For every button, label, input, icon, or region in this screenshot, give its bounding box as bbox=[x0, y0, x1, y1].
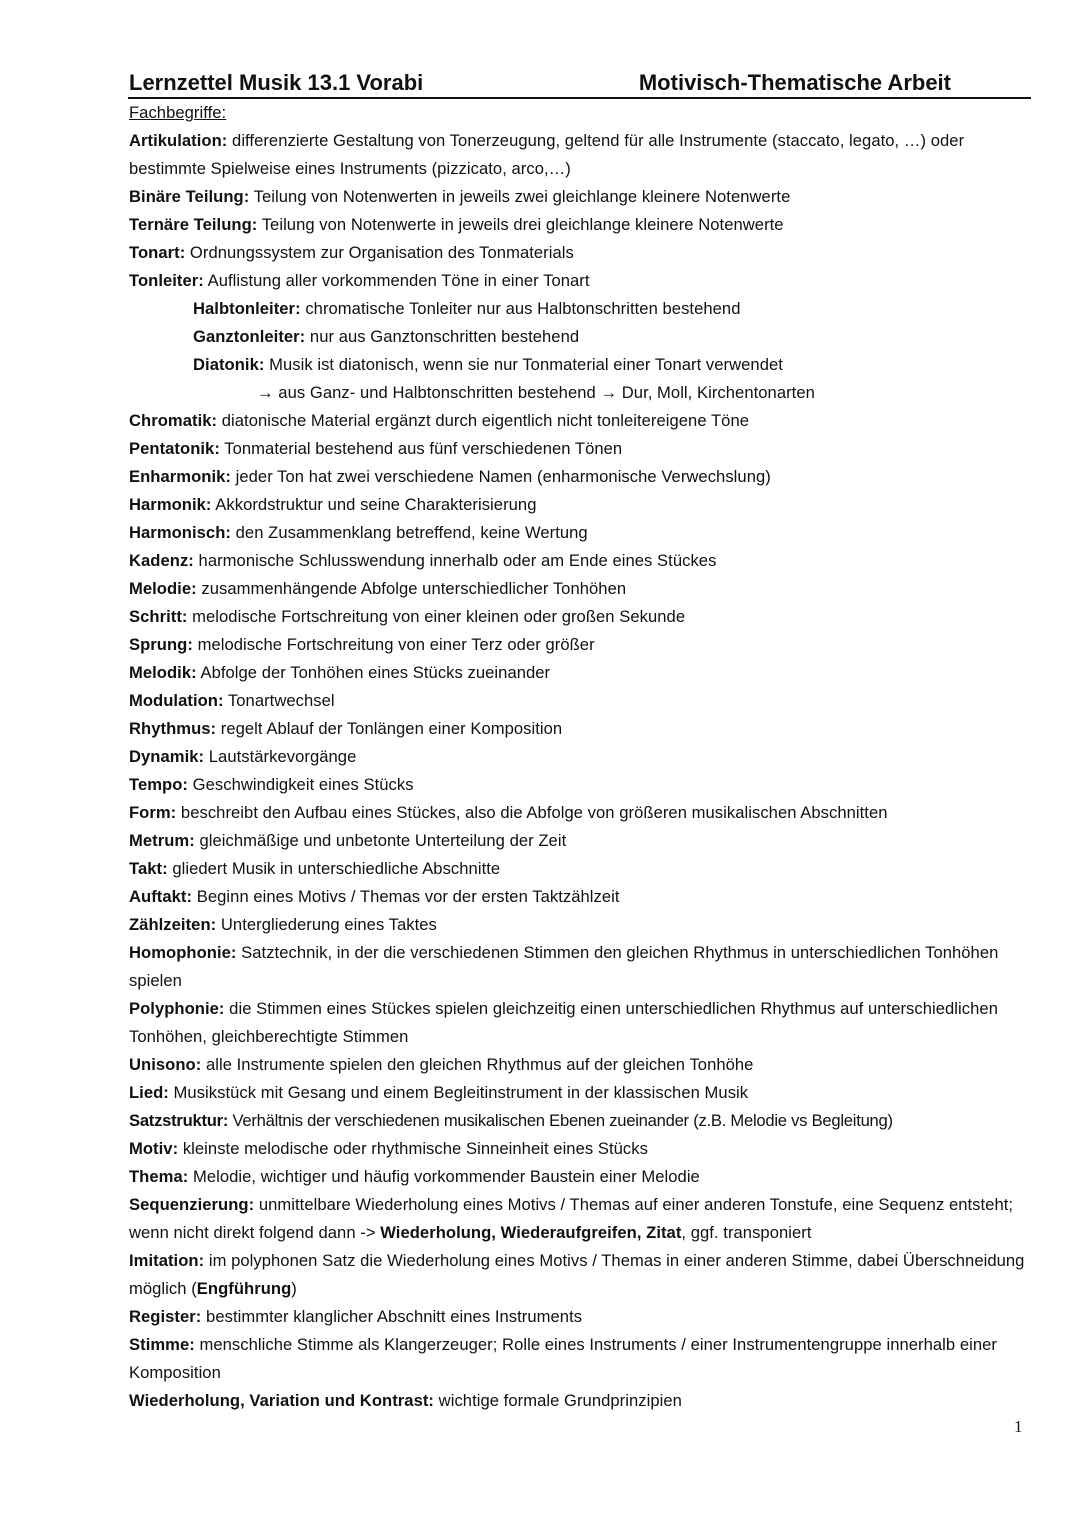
glossary-content bbox=[129, 99, 1031, 1415]
term: Enharmonik: bbox=[129, 467, 231, 486]
definition: Teilung von Notenwerten in jeweils zwei gleichlange kleinere Notenwerte bbox=[249, 187, 791, 206]
definition: differenzierte Gestaltung von Tonerzeugung, geltend für alle Instrumente (staccato, legato, …) oder bestimmte Spielweise eines Instruments (pizzicato, arco,…) bbox=[129, 131, 965, 178]
entry-zaehlzeiten bbox=[129, 911, 1031, 939]
definition: Verhältnis der verschiedenen musikalischen Ebenen zueinander (z.B. Melodie vs Begleitung) bbox=[228, 1111, 893, 1130]
term: Halbtonleiter: bbox=[193, 299, 301, 318]
term: Metrum: bbox=[129, 831, 195, 850]
definition: alle Instrumente spielen den gleichen Rhythmus auf der gleichen Tonhöhe bbox=[201, 1055, 754, 1074]
entry-melodik bbox=[129, 659, 1031, 687]
definition: Akkordstruktur und seine Charakterisierung bbox=[211, 495, 537, 514]
term: Polyphonie: bbox=[129, 999, 225, 1018]
page-number: 1 bbox=[1014, 1417, 1023, 1436]
definition: Lautstärkevorgänge bbox=[204, 747, 357, 766]
entry-tonleiter bbox=[129, 267, 1031, 295]
definition: regelt Ablauf der Tonlängen einer Komposition bbox=[216, 719, 563, 738]
definition: gleichmäßige und unbetonte Unterteilung der Zeit bbox=[194, 831, 567, 850]
definition: die Stimmen eines Stückes spielen gleichzeitig einen unterschiedlichen Rhythmus auf unterschiedlichen Tonhöhen, gleichberechtigte Stimmen bbox=[129, 999, 998, 1046]
term: Melodie: bbox=[129, 579, 197, 598]
definition: jeder Ton hat zwei verschiedene Namen (enharmonische Verwechslung) bbox=[230, 467, 771, 486]
term: Motiv: bbox=[129, 1139, 179, 1158]
definition: Musik ist diatonisch, wenn sie nur Tonmaterial einer Tonart verwendet bbox=[264, 355, 783, 374]
term: Schritt: bbox=[129, 607, 188, 626]
definition: chromatische Tonleiter nur aus Halbtonschritten bestehend bbox=[300, 299, 741, 318]
definition: menschliche Stimme als Klangerzeuger; Rolle eines Instruments / einer Instrumentengruppe innerhalb einer Komposition bbox=[129, 1335, 997, 1382]
term: Modulation: bbox=[129, 691, 224, 710]
definition: unmittelbare Wiederholung eines Motivs / Themas auf einer anderen Tonstufe, eine Sequenz entsteht; wenn nicht direkt folgend dann -> bbox=[129, 1195, 1014, 1242]
term: Tonart: bbox=[129, 243, 186, 262]
entry-stimme bbox=[129, 1331, 1031, 1387]
term: Pentatonik: bbox=[129, 439, 220, 458]
entry-satzstruktur bbox=[129, 1107, 1031, 1135]
definition: harmonische Schlusswendung innerhalb oder am Ende eines Stückes bbox=[193, 551, 717, 570]
entry-modulation bbox=[129, 687, 1031, 715]
term: Thema: bbox=[129, 1167, 189, 1186]
entry-binaere-teilung bbox=[129, 183, 1031, 211]
entry-dynamik bbox=[129, 743, 1031, 771]
header-title-left: Lernzettel Musik 13.1 Vorabi bbox=[129, 70, 424, 95]
definition-bold: Engführung bbox=[196, 1279, 292, 1298]
header-title-right: Motivisch-Thematische Arbeit bbox=[638, 70, 951, 95]
term: Artikulation: bbox=[129, 131, 228, 150]
definition-tail: , ggf. transponiert bbox=[681, 1223, 812, 1242]
entry-harmonisch bbox=[129, 519, 1031, 547]
entry-enharmonik bbox=[129, 463, 1031, 491]
entry-imitation bbox=[129, 1247, 1031, 1303]
term: Kadenz: bbox=[129, 551, 194, 570]
definition: melodische Fortschreitung von einer kleinen oder großen Sekunde bbox=[187, 607, 686, 626]
term: Wiederholung, Variation und Kontrast: bbox=[129, 1391, 435, 1410]
entry-melodie bbox=[129, 575, 1031, 603]
definition: den Zusammenklang betreffend, keine Wertung bbox=[230, 523, 588, 542]
entry-ganztonleiter bbox=[129, 323, 1031, 351]
term: Zählzeiten: bbox=[129, 915, 217, 934]
entry-chromatik bbox=[129, 407, 1031, 435]
term: Stimme: bbox=[129, 1335, 195, 1354]
definition: beschreibt den Aufbau eines Stückes, also die Abfolge von größeren musikalischen Abschnitten bbox=[176, 803, 888, 822]
entry-form bbox=[129, 799, 1031, 827]
entry-halbtonleiter bbox=[129, 295, 1031, 323]
definition-tail: ) bbox=[291, 1279, 297, 1298]
term: Tonleiter: bbox=[129, 271, 204, 290]
term: Register: bbox=[129, 1307, 202, 1326]
term: Takt: bbox=[129, 859, 168, 878]
definition: melodische Fortschreitung von einer Terz oder größer bbox=[192, 635, 595, 654]
definition: kleinste melodische oder rhythmische Sinneinheit eines Stücks bbox=[178, 1139, 648, 1158]
definition: gliedert Musik in unterschiedliche Abschnitte bbox=[167, 859, 501, 878]
definition: Ordnungssystem zur Organisation des Tonmaterials bbox=[185, 243, 574, 262]
entry-register bbox=[129, 1303, 1031, 1331]
term: Sprung: bbox=[129, 635, 193, 654]
term: Form: bbox=[129, 803, 177, 822]
entry-auftakt bbox=[129, 883, 1031, 911]
entry-schritt bbox=[129, 603, 1031, 631]
entry-diatonik bbox=[129, 351, 1031, 379]
definition: diatonische Material ergänzt durch eigentlich nicht tonleitereigene Töne bbox=[217, 411, 749, 430]
entry-homophonie bbox=[129, 939, 1031, 995]
definition: wichtige formale Grundprinzipien bbox=[434, 1391, 682, 1410]
definition: Beginn eines Motivs / Themas vor der ersten Taktzählzeit bbox=[192, 887, 620, 906]
term: Auftakt: bbox=[129, 887, 193, 906]
entry-motiv bbox=[129, 1135, 1031, 1163]
definition: Untergliederung eines Taktes bbox=[216, 915, 437, 934]
entry-harmonik bbox=[129, 491, 1031, 519]
entry-tonart bbox=[129, 239, 1031, 267]
definition: → aus Ganz- und Halbtonschritten bestehend → Dur, Moll, Kirchentonarten bbox=[257, 383, 815, 402]
entry-rhythmus bbox=[129, 715, 1031, 743]
definition: Melodie, wichtiger und häufig vorkommender Baustein einer Melodie bbox=[188, 1167, 700, 1186]
entry-wiederholung-variation-kontrast bbox=[129, 1387, 1031, 1415]
definition: Tonmaterial bestehend aus fünf verschiedenen Tönen bbox=[219, 439, 623, 458]
term: Sequenzierung: bbox=[129, 1195, 255, 1214]
term: Satzstruktur: bbox=[129, 1111, 229, 1130]
term: Ternäre Teilung: bbox=[129, 215, 258, 234]
term: Tempo: bbox=[129, 775, 188, 794]
term: Unisono: bbox=[129, 1055, 202, 1074]
entry-metrum bbox=[129, 827, 1031, 855]
term: Chromatik: bbox=[129, 411, 218, 430]
entry-pentatonik bbox=[129, 435, 1031, 463]
definition: im polyphonen Satz die Wiederholung eines Motivs / Themas in einer anderen Stimme, dabei Überschneidung möglich ( bbox=[129, 1251, 1025, 1298]
entry-artikulation bbox=[129, 127, 1031, 183]
entry-thema bbox=[129, 1163, 1031, 1191]
term: Diatonik: bbox=[193, 355, 265, 374]
term: Harmonisch: bbox=[129, 523, 231, 542]
entry-ternaere-teilung bbox=[129, 211, 1031, 239]
entry-diatonik-note bbox=[129, 379, 1031, 407]
definition-bold: Wiederholung, Wiederaufgreifen, Zitat bbox=[380, 1223, 682, 1242]
definition: Satztechnik, in der die verschiedenen Stimmen den gleichen Rhythmus in unterschiedlichen Tonhöhen spielen bbox=[129, 943, 999, 990]
entry-unisono bbox=[129, 1051, 1031, 1079]
entry-lied bbox=[129, 1079, 1031, 1107]
term: Melodik: bbox=[129, 663, 197, 682]
term: Ganztonleiter: bbox=[193, 327, 306, 346]
entry-sequenzierung bbox=[129, 1191, 1031, 1247]
definition: bestimmter klanglicher Abschnitt eines Instruments bbox=[201, 1307, 583, 1326]
definition: Tonartwechsel bbox=[223, 691, 335, 710]
definition: Geschwindigkeit eines Stücks bbox=[188, 775, 414, 794]
page-header bbox=[128, 66, 1031, 99]
definition: nur aus Ganztonschritten bestehend bbox=[305, 327, 580, 346]
term: Imitation: bbox=[129, 1251, 205, 1270]
definition: Musikstück mit Gesang und einem Begleitinstrument in der klassischen Musik bbox=[168, 1083, 749, 1102]
entry-polyphonie bbox=[129, 995, 1031, 1051]
term: Harmonik: bbox=[129, 495, 212, 514]
entry-kadenz bbox=[129, 547, 1031, 575]
term: Lied: bbox=[129, 1083, 169, 1102]
term: Binäre Teilung: bbox=[129, 187, 250, 206]
definition: zusammenhängende Abfolge unterschiedlicher Tonhöhen bbox=[196, 579, 627, 598]
term: Homophonie: bbox=[129, 943, 237, 962]
entry-sprung bbox=[129, 631, 1031, 659]
definition: Auflistung aller vorkommenden Töne in einer Tonart bbox=[203, 271, 590, 290]
entry-tempo bbox=[129, 771, 1031, 799]
term: Dynamik: bbox=[129, 747, 205, 766]
entry-takt bbox=[129, 855, 1031, 883]
definition: Teilung von Notenwerte in jeweils drei gleichlange kleinere Notenwerte bbox=[257, 215, 784, 234]
section-label: Fachbegriffe: bbox=[129, 103, 227, 122]
definition: Abfolge der Tonhöhen eines Stücks zueinander bbox=[196, 663, 551, 682]
term: Rhythmus: bbox=[129, 719, 217, 738]
